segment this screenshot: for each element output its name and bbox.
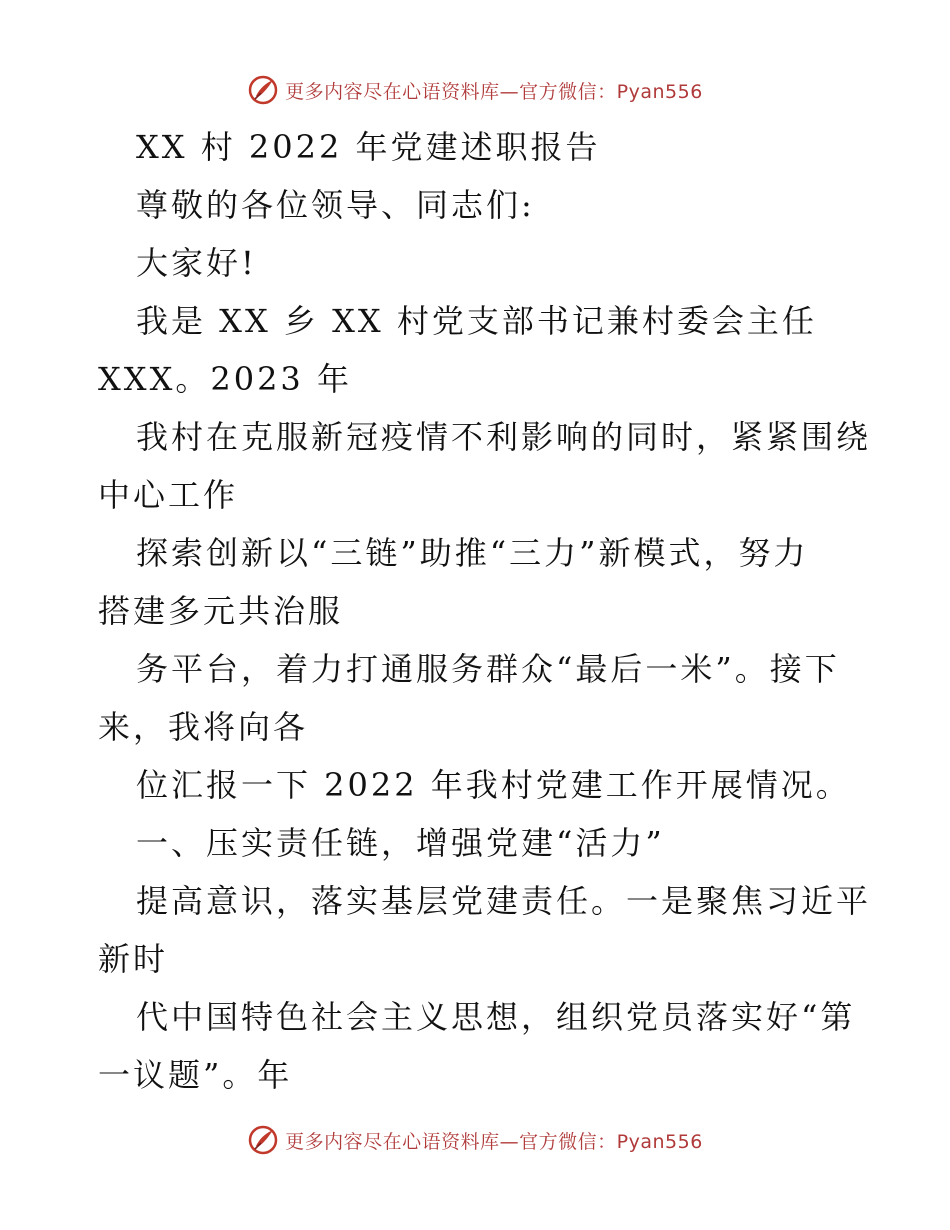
document-title: XX 村 2022 年党建述职报告 xyxy=(136,128,601,166)
quill-logo-icon xyxy=(247,1124,279,1156)
paragraph-line: 搭建多元共治服 xyxy=(98,592,344,630)
paragraph-line: 来，我将向各 xyxy=(98,708,309,746)
paragraph-line: 位汇报一下 2022 年我村党建工作开展情况。 xyxy=(136,766,851,804)
paragraph-line: 提高意识，落实基层党建责任。一是聚焦习近平 xyxy=(136,882,872,920)
greeting: 大家好! xyxy=(136,244,257,282)
paragraph-line: XXX。2023 年 xyxy=(98,360,352,398)
paragraph-line: 探索创新以“三链”助推“三力”新模式，努力 xyxy=(136,534,809,572)
paragraph-line: 中心工作 xyxy=(98,476,239,514)
paragraph-line: 新时 xyxy=(98,940,169,978)
header-banner xyxy=(0,70,950,110)
paragraph-line: 一议题”。年 xyxy=(98,1056,293,1094)
paragraph-line: 我是 XX 乡 XX 村党支部书记兼村委会主任 xyxy=(136,302,817,340)
document-body xyxy=(98,118,872,1104)
section-heading: 一、压实责任链，增强党建“活力” xyxy=(136,824,665,862)
footer-banner xyxy=(0,1120,950,1160)
paragraph-line: 我村在克服新冠疫情不利影响的同时，紧紧围绕 xyxy=(136,418,872,456)
paragraph-line: 务平台，着力打通服务群众“最后一米”。接下 xyxy=(136,650,840,688)
header-banner-text: 更多内容尽在心语资料库—官方微信：Pyan556 xyxy=(285,80,703,103)
paragraph-line: 代中国特色社会主义思想，组织党员落实好“第 xyxy=(136,998,856,1036)
footer-banner-text: 更多内容尽在心语资料库—官方微信：Pyan556 xyxy=(285,1130,703,1153)
quill-logo-icon xyxy=(247,74,279,106)
salutation: 尊敬的各位领导、同志们: xyxy=(136,186,535,224)
